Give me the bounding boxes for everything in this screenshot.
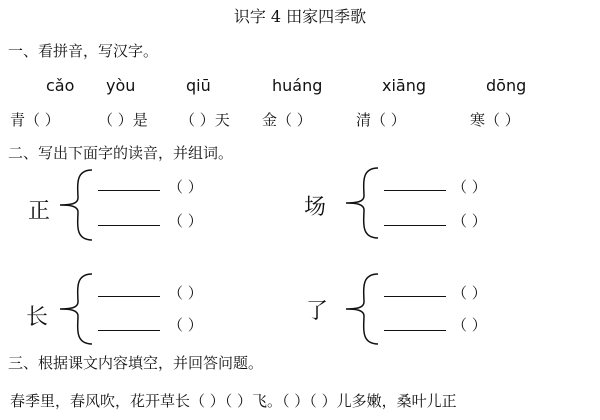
- word-blank-1: 青（ ）: [10, 111, 60, 129]
- answer-blank[interactable]: [98, 296, 160, 297]
- answer-blank[interactable]: [98, 225, 160, 226]
- pinyin-2: yòu: [106, 76, 136, 95]
- paren-blank: （ ）: [452, 284, 487, 302]
- paren-blank: （ ）: [452, 212, 487, 230]
- answer-blank[interactable]: [384, 296, 446, 297]
- char-chang: 场: [304, 195, 327, 220]
- pinyin-6: dōng: [486, 76, 527, 95]
- answer-blank[interactable]: [384, 190, 446, 191]
- pinyin-3: qiū: [186, 76, 211, 95]
- brace-icon: [58, 272, 94, 346]
- answer-blank[interactable]: [98, 330, 160, 331]
- word-blank-6: 寒（ ）: [470, 111, 520, 129]
- char-le: 了: [306, 299, 329, 324]
- paren-blank: （ ）: [452, 178, 487, 196]
- char-zhang: 长: [26, 305, 49, 330]
- answer-blank[interactable]: [384, 330, 446, 331]
- word-blank-5: 清（ ）: [356, 111, 406, 129]
- paren-blank: （ ）: [168, 212, 203, 230]
- char-zheng: 正: [28, 199, 51, 224]
- paren-blank: （ ）: [168, 284, 203, 302]
- answer-blank[interactable]: [384, 225, 446, 226]
- brace-icon: [344, 166, 380, 240]
- pinyin-1: cǎo: [46, 76, 75, 95]
- pinyin-5: xiāng: [382, 76, 427, 95]
- answer-blank[interactable]: [98, 190, 160, 191]
- fill-in-line: 春季里，春风吹，花开草长（ ）（ ）飞。（ ）（ ）儿多嫩，桑叶儿正: [10, 392, 457, 410]
- word-blank-2: （ ）是: [98, 111, 148, 129]
- paren-blank: （ ）: [452, 316, 487, 334]
- section2-heading: 二、写出下面字的读音，并组词。: [8, 144, 234, 162]
- brace-icon: [58, 168, 94, 242]
- paren-blank: （ ）: [168, 316, 203, 334]
- section1-heading: 一、看拼音，写汉字。: [8, 42, 159, 60]
- paren-blank: （ ）: [168, 178, 203, 196]
- pinyin-4: huáng: [272, 76, 323, 95]
- page-title: 识字 4 田家四季歌: [233, 7, 367, 26]
- section3-heading: 三、根据课文内容填空，并回答问题。: [8, 354, 264, 372]
- word-blank-4: 金（ ）: [262, 111, 312, 129]
- brace-icon: [344, 272, 380, 346]
- word-blank-3: （ ）天: [180, 111, 230, 129]
